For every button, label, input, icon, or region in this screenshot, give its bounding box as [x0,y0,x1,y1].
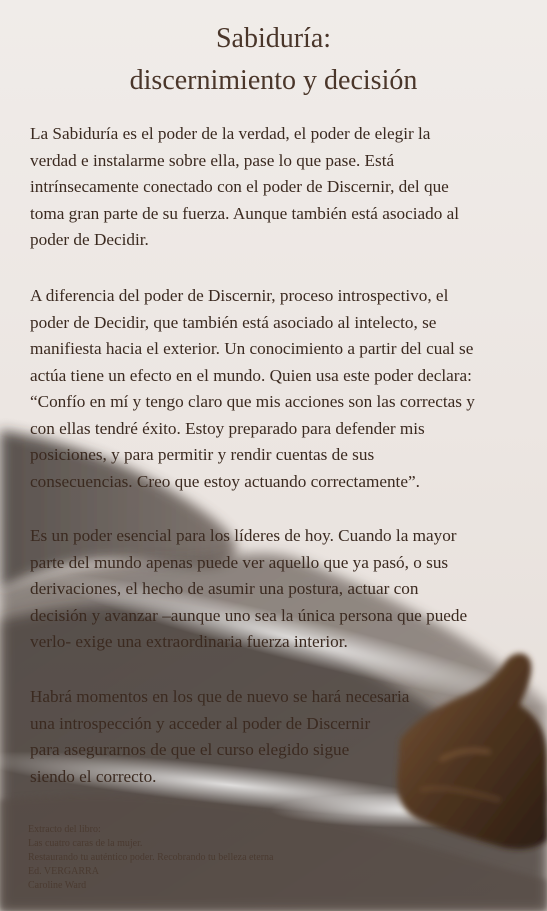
paragraph-line: una introspección y acceder al poder de Discernir [30,713,371,733]
paragraph-line: actúa tiene un efecto en el mundo. Quien usa este poder declara: [30,365,472,385]
credit-line: Extracto del libro: [28,824,101,835]
paragraph-2 [30,283,522,495]
paragraph-line: “Confío en mí y tengo claro que mis acciones son las correctas y [30,392,475,411]
paragraph-line: manifiesta hacia el exterior. Un conocimiento a partir del cual se [30,339,474,358]
credit-line: Las cuatro caras de la mujer. [28,838,143,849]
paragraph-line: toma gran parte de su fuerza. Aunque también está asociado al [30,203,460,223]
page-title-line2: discernimiento y decisión [129,65,418,96]
paragraph-line: verlo- exige una extraordinaria fuerza interior. [30,632,348,651]
paragraph-line: siendo el correcto. [30,766,157,786]
paragraph-line: con ellas tendré éxito. Estoy preparado para defender mis [30,418,425,438]
paragraph-line: posiciones, y para permitir y rendir cuentas de sus [30,445,375,464]
paragraph-line: parte del mundo apenas puede ver aquello que ya pasó, o sus [30,552,449,572]
paragraph-line: consecuencias. Creo que estoy actuando correctamente”. [30,471,420,491]
paragraph-line: Habrá momentos en los que de nuevo se hará necesaria [30,687,410,706]
book-credit [28,823,273,893]
paragraph-1 [30,121,522,254]
paragraph-line: derivaciones, el hecho de asumir una postura, actuar con [30,579,419,598]
paragraph-line: intrínsecamente conectado con el poder de Discernir, del que [30,177,449,196]
paragraph-line: para asegurarnos de que el curso elegido sigue [30,740,350,759]
paragraph-4 [30,684,522,790]
credit-line: Caroline Ward [28,880,87,891]
page-title-line1: Sabiduría: [215,23,332,54]
paragraph-line: La Sabiduría es el poder de la verdad, el poder de elegir la [30,124,431,143]
credit-line: Restaurando tu auténtico poder. Recobrando tu belleza eterna [28,852,274,863]
paragraph-line: Es un poder esencial para los líderes de hoy. Cuando la mayor [30,526,457,545]
paragraph-line: A diferencia del poder de Discernir, proceso introspectivo, el [30,286,449,305]
paragraph-line: verdad e instalarme sobre ella, pase lo que pase. Está [30,150,395,170]
paragraph-line: poder de Decidir. [30,230,149,249]
paragraph-line: decisión y avanzar –aunque uno sea la única persona que puede [30,605,468,625]
paragraph-3 [30,523,522,656]
paragraph-line: poder de Decidir, que también está asociado al intelecto, se [30,312,437,332]
credit-line: Ed. VERGARRA [28,866,99,877]
